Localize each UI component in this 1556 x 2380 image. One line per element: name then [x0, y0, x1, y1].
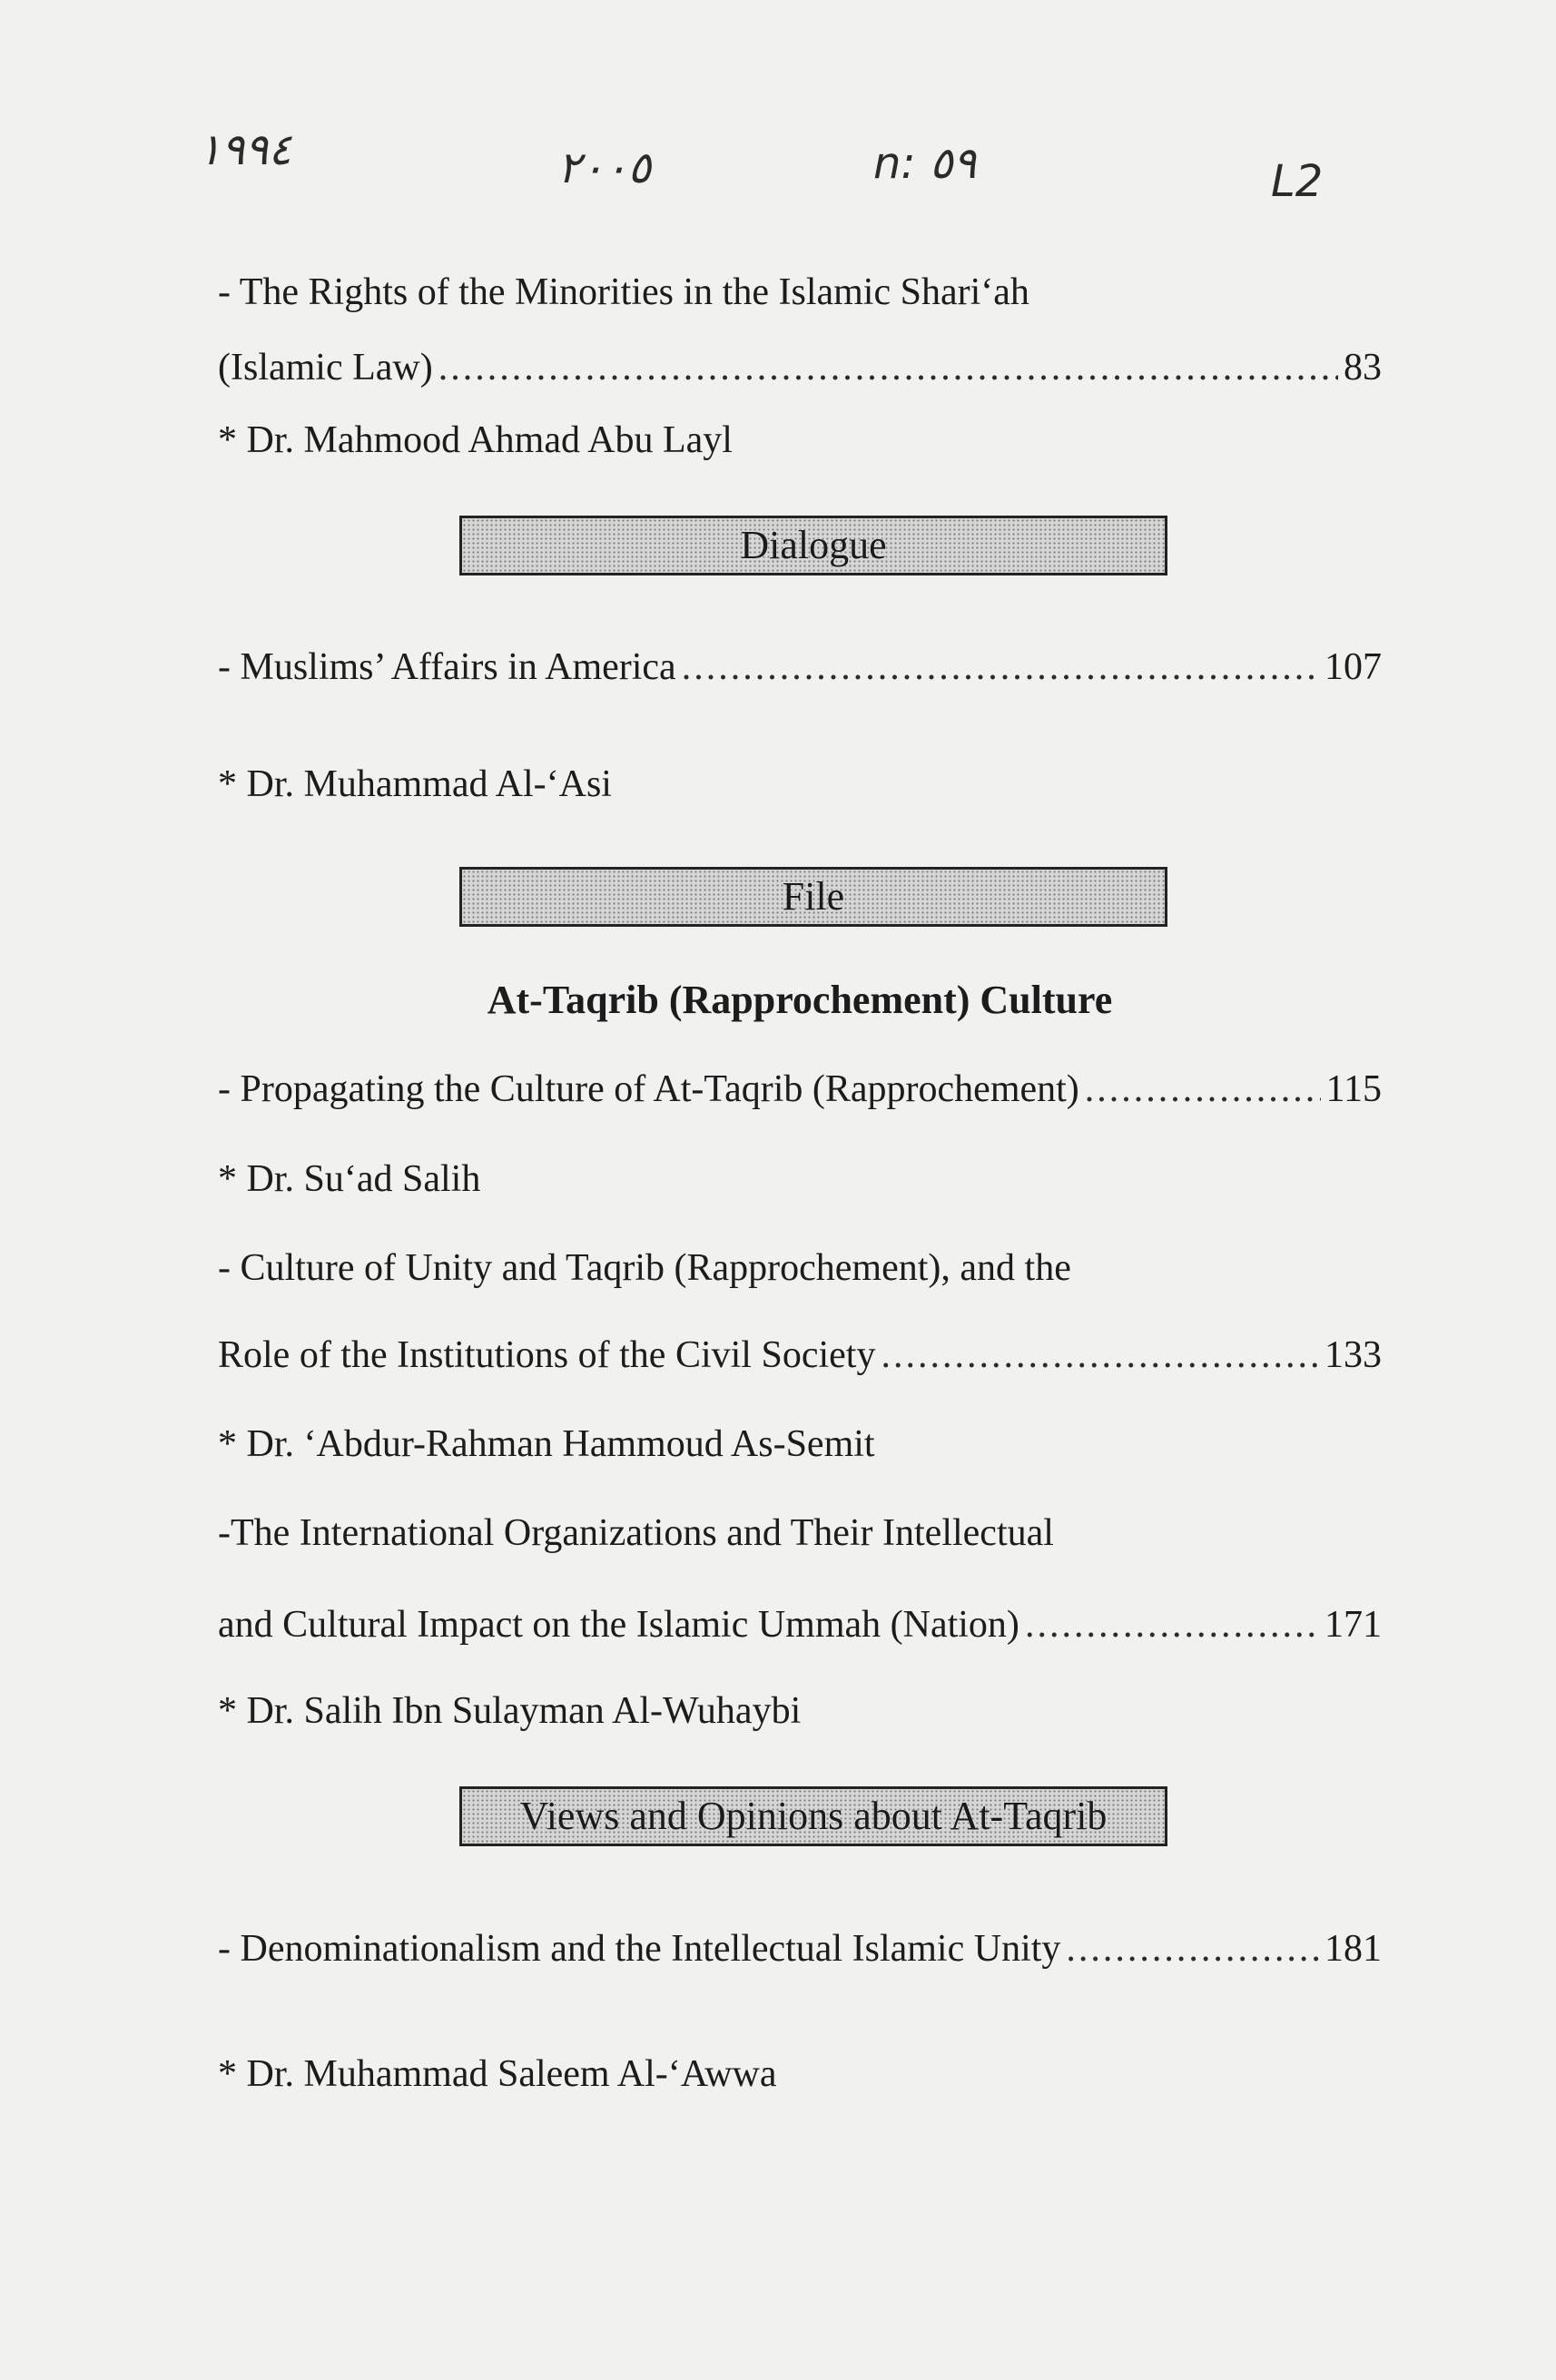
page-number: 115	[1325, 1068, 1382, 1110]
entry-title-line: - Denominationalism and the Intellectual Islamic Unity	[218, 1928, 1061, 1970]
dot-leader	[1066, 1924, 1319, 1973]
section-banner-views	[459, 1786, 1167, 1846]
entry-title-line: and Cultural Impact on the Islamic Ummah (Nation)	[218, 1604, 1019, 1646]
dot-leader	[881, 1331, 1319, 1380]
entry-author: * Dr. Muhammad Al-‘Asi	[218, 763, 612, 805]
toc-row	[218, 1331, 1382, 1380]
entry-author: * Dr. Su‘ad Salih	[218, 1158, 481, 1200]
page-number: 107	[1325, 646, 1382, 688]
entry-title-line: - The Rights of the Minorities in the Islamic Shari‘ah	[218, 271, 1029, 313]
entry-title-line: - Culture of Unity and Taqrib (Rapprochement), and the	[218, 1247, 1071, 1289]
entry-title-line: - Propagating the Culture of At-Taqrib (Rapprochement)	[218, 1068, 1079, 1110]
dot-leader	[1025, 1600, 1319, 1649]
page-number: 171	[1325, 1604, 1382, 1646]
dot-leader	[438, 343, 1338, 392]
section-subtitle: At-Taqrib (Rapprochement) Culture	[487, 978, 1113, 1022]
entry-author: * Dr. Mahmood Ahmad Abu Layl	[218, 419, 733, 461]
section-banner-file	[459, 867, 1167, 927]
dot-leader	[682, 643, 1319, 692]
entry-author: * Dr. Salih Ibn Sulayman Al-Wuhaybi	[218, 1690, 802, 1732]
entry-author: * Dr. Muhammad Saleem Al-‘Awwa	[218, 2053, 777, 2095]
section-banner-label: Views and Opinions about At-Taqrib	[519, 1794, 1108, 1838]
page-number: 181	[1325, 1928, 1382, 1970]
toc-row	[218, 1600, 1382, 1649]
entry-title-line: (Islamic Law)	[218, 347, 433, 388]
toc-row	[218, 1065, 1382, 1114]
page-number: 83	[1344, 347, 1382, 388]
entry-title-line: Role of the Institutions of the Civil Society	[218, 1334, 876, 1376]
toc-row	[218, 343, 1382, 392]
dot-leader	[1085, 1065, 1321, 1114]
page-number: 133	[1325, 1334, 1382, 1376]
handwritten-corner-mark: L2	[1271, 156, 1324, 207]
toc-row	[218, 643, 1382, 692]
handwritten-year-hijri: ١٩٩٤	[198, 124, 292, 175]
section-banner-dialogue	[459, 516, 1167, 575]
entry-author: * Dr. ‘Abdur-Rahman Hammoud As-Semit	[218, 1423, 875, 1465]
bleed-through-ghost	[1044, 172, 1062, 254]
handwritten-issue-number: n: ٥٩	[873, 138, 977, 189]
section-banner-label: File	[782, 874, 845, 919]
section-banner-label: Dialogue	[740, 523, 887, 567]
handwritten-year: ٢٠٠٥	[557, 143, 652, 193]
toc-row	[218, 1924, 1382, 1973]
entry-title-line: - Muslims’ Affairs in America	[218, 646, 676, 688]
entry-title-line: -The International Organizations and Their Intellectual	[218, 1512, 1054, 1554]
